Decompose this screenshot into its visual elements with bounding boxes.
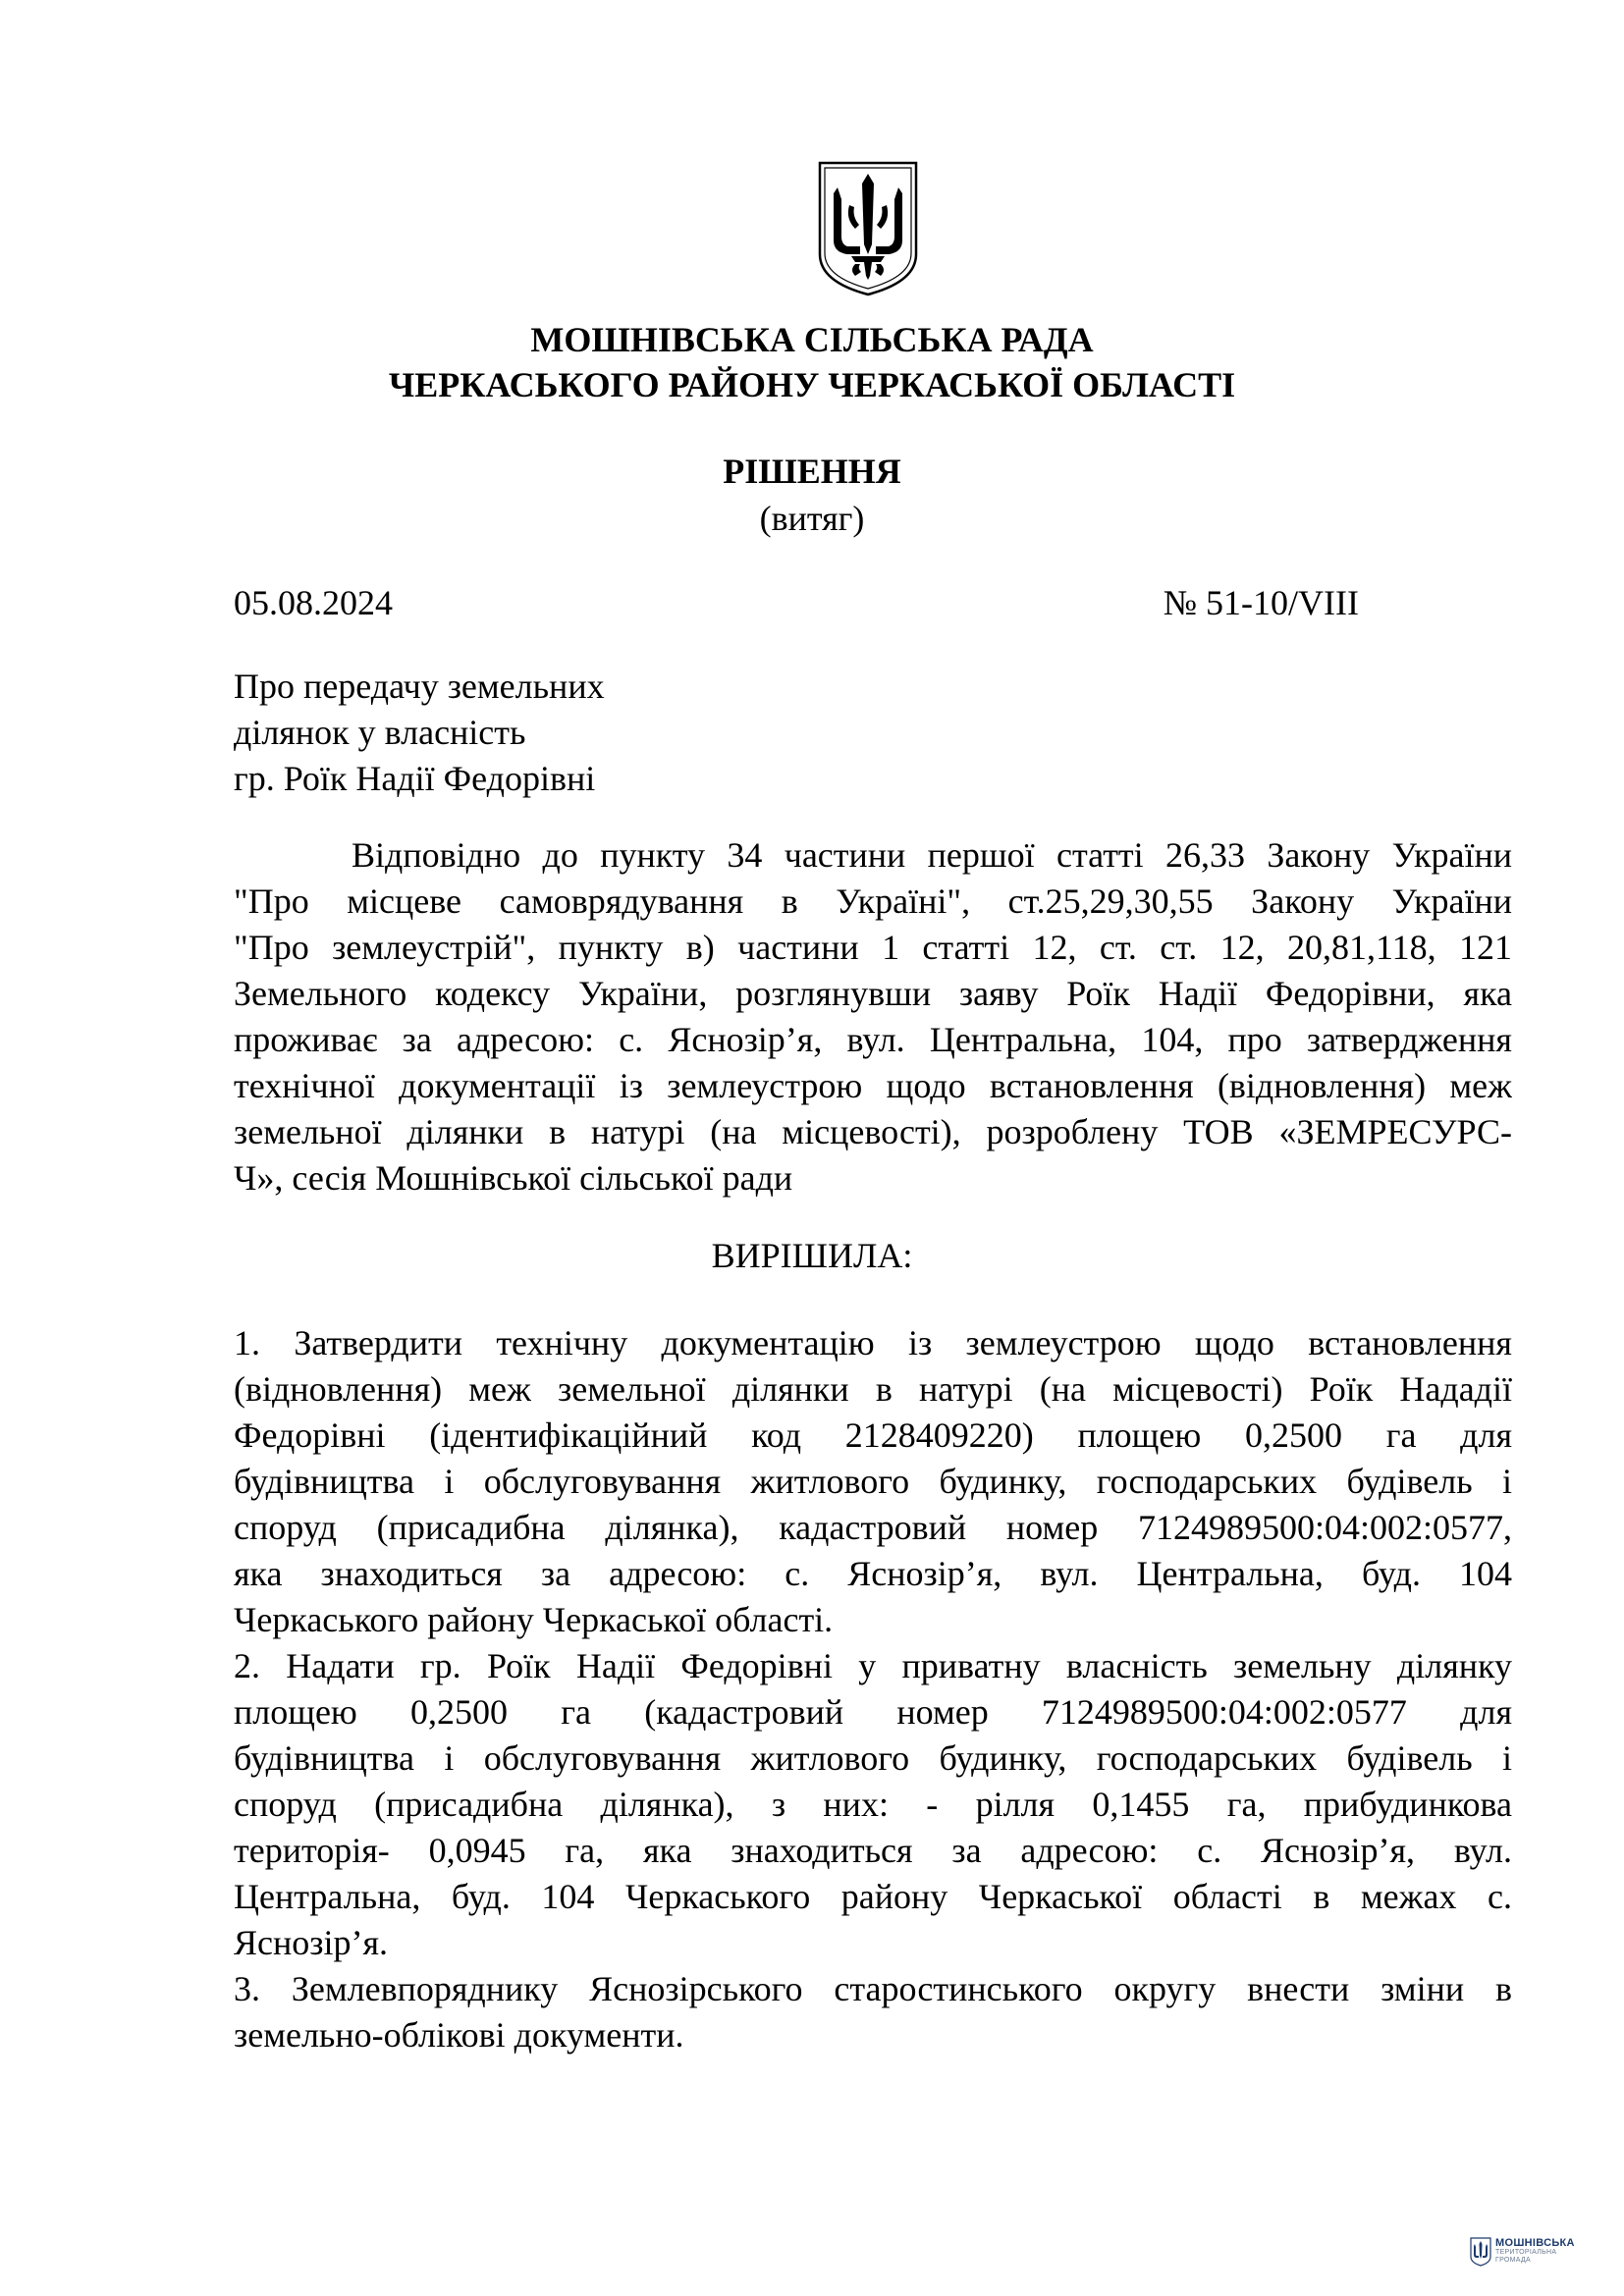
resolution-items (234, 1320, 1512, 2058)
preamble-line: земельної ділянки в натурі (на місцевості), розроблену ТОВ «ЗЕМРЕСУРС- (234, 1112, 1512, 1151)
subject-line: Про передачу земельних (234, 667, 605, 706)
decision-subject (234, 664, 605, 802)
resolved-heading: ВИРІШИЛА: (711, 1236, 913, 1275)
item-line: Черкаського району Черкаської області. (234, 1600, 834, 1639)
logo-subtitle (1495, 2249, 1556, 2265)
preamble-line: Відповідно до пункту 34 частини першої статті 26,33 Закону України (352, 835, 1512, 875)
item-line: 1. Затвердити технічну документацію із землеустрою щодо встановлення (234, 1323, 1512, 1362)
document-title: РІШЕННЯ (723, 452, 901, 491)
preamble-paragraph (234, 832, 1512, 1201)
council-name: МОШНІВСЬКА СІЛЬСЬКА РАДА (530, 320, 1094, 359)
item-line: земельно-облікові документи. (234, 2015, 684, 2055)
item-line: будівництва і обслуговування житлового будинку, господарських будівель і (234, 1738, 1512, 1778)
item-line: споруд (присадибна ділянка), з них: - рілля 0,1455 га, прибудинкова (234, 1785, 1512, 1824)
preamble-line: Ч», сесія Мошнівської сільської ради (234, 1158, 793, 1198)
preamble-line: проживає за адресою: с. Яснозір’я, вул. Центральна, 104, про затвердження (234, 1020, 1512, 1059)
item-line: будівництва і обслуговування житлового будинку, господарських будівель і (234, 1462, 1512, 1501)
subject-line: ділянок у власність (234, 713, 526, 752)
item-line: (відновлення) меж земельної ділянки в натурі (на місцевості) Роїк Нададії (234, 1369, 1512, 1409)
council-region: ЧЕРКАСЬКОГО РАЙОНУ ЧЕРКАСЬКОЇ ОБЛАСТІ (388, 365, 1236, 404)
community-logo (1470, 2237, 1588, 2267)
document-subtitle: (витяг) (759, 499, 865, 538)
logo-name: МОШНІВСЬКА (1495, 2237, 1575, 2249)
item-line: споруд (присадибна ділянка), кадастровий номер 7124989500:04:002:0577, (234, 1508, 1512, 1547)
preamble-line: "Про землеустрій", пункту в) частини 1 статті 12, ст. ст. 12, 20,81,118, 121 (234, 928, 1512, 967)
decision-date: 05.08.2024 (234, 583, 393, 622)
logo-subtitle-line: ТЕРИТОРІАЛЬНА (1495, 2249, 1557, 2256)
item-line: площею 0,2500 га (кадастровий номер 7124989500:04:002:0577 для (234, 1692, 1512, 1732)
tryzub-logo-icon (1470, 2237, 1491, 2267)
item-line: яка знаходиться за адресою: с. Яснозір’я, вул. Центральна, буд. 104 (234, 1554, 1512, 1593)
item-line: Яснозір’я. (234, 1923, 389, 1962)
item-line: 3. Землевпоряднику Яснозірського старостинського округу внести зміни в (234, 1969, 1512, 2008)
preamble-line: Земельного кодексу України, розглянувши заяву Роїк Надії Федорівни, яка (234, 974, 1512, 1013)
item-line: Федорівні (ідентифікаційний код 2128409220) площею 0,2500 га для (234, 1415, 1512, 1455)
decision-number: № 51-10/VIII (1163, 583, 1359, 622)
subject-line: гр. Роїк Надії Федорівні (234, 759, 596, 798)
logo-subtitle-line: ГРОМАДА (1495, 2257, 1531, 2264)
preamble-line: "Про місцеве самоврядування в Україні", ст.25,29,30,55 Закону України (234, 881, 1512, 921)
item-line: Центральна, буд. 104 Черкаського району Черкаської області в межах с. (234, 1877, 1512, 1916)
item-line: територія- 0,0945 га, яка знаходиться за адресою: с. Яснозір’я, вул. (234, 1831, 1512, 1870)
ukraine-tryzub-icon (816, 160, 920, 297)
preamble-line: технічної документації із землеустрою щодо встановлення (відновлення) меж (234, 1066, 1512, 1105)
item-line: 2. Надати гр. Роїк Надії Федорівні у приватну власність земельну ділянку (234, 1646, 1512, 1685)
